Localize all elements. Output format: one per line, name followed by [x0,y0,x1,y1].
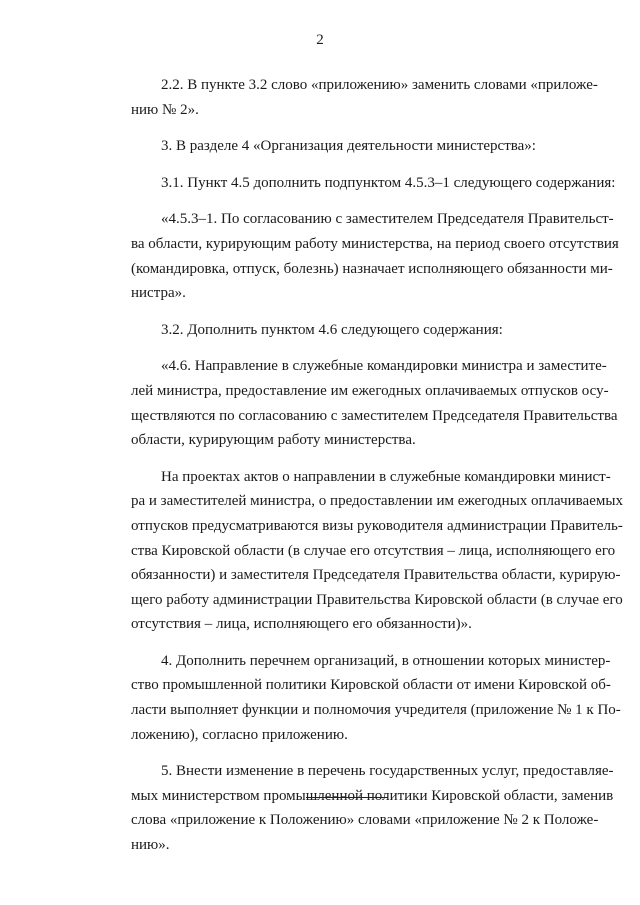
text-line: 4. Дополнить перечнем организаций, в отношении которых министер- [161,652,611,669]
text-line: отпусков предусматриваются визы руководителя администрации Правитель- [131,517,623,534]
paragraph-4-6 [131,354,618,452]
text-line: слова «приложение к Положению» словами «приложение № 2 к Положе- [131,812,599,829]
text-line: нию № 2». [131,101,199,118]
text-line: ва области, курирующим работу министерства, на период своего отсутствия [131,235,619,252]
text-line: ра и заместителей министра, о предоставлении им ежегодных оплачиваемых [131,493,623,510]
text-line: «4.6. Направление в служебные командировки министра и заместите- [161,358,607,375]
paragraph-3-1 [131,171,616,196]
text-line: ложению), согласно приложению. [131,726,348,743]
text-line: ства Кировской области (в случае его отсутствия – лица, исполняющего его [131,542,616,559]
text-line: «4.5.3–1. По согласованию с заместителем Председателя Правительст- [161,211,614,228]
paragraph-section-5 [131,759,614,857]
text-line: 2.2. В пункте 3.2 слово «приложению» заменить словами «приложе- [161,77,598,93]
text-line: отсутствия – лица, исполняющего его обязанности)». [131,616,472,633]
paragraph-visas [131,465,623,637]
text-line: На проектах актов о направлении в служебные командировки минист- [161,468,611,485]
paragraph-section-4 [131,649,621,747]
document-body [131,73,623,858]
text-line: нию». [131,837,170,854]
text-line: 5. Внести изменение в перечень государственных услуг, предоставляе- [161,763,614,780]
text-line: ществляются по согласованию с заместителем Председателя Правительства [131,407,618,424]
text-line: щего работу администрации Правительства Кировской области (в случае его [131,591,623,608]
text-line: ласти выполняет функции и полномочия учредителя (приложение № 1 к По- [131,702,621,719]
paragraph-section-3 [131,134,585,159]
text-line: (командировка, отпуск, болезнь) назначает исполняющего обязанности ми- [131,260,613,277]
paragraph-2-2 [131,73,598,122]
text-line: ство промышленной политики Кировской области от имени Кировской об- [131,677,611,694]
text-line: 3.2. Дополнить пунктом 4.6 следующего содержания: [161,321,503,338]
end-divider-line [306,797,388,798]
paragraph-4-5-3-1 [131,207,619,305]
text-line: области, курирующим работу министерства. [131,432,416,449]
paragraph-3-2 [131,318,585,343]
text-line: лей министра, предоставление им ежегодных оплачиваемых отпусков осу- [131,382,609,399]
text-line: 3. В разделе 4 «Организация деятельности министерства»: [161,138,536,155]
page-number: 2 [316,32,324,48]
text-line: мых министерством промышленной политики Кировской области, заменив [131,787,614,804]
text-line: обязанности) и заместителя Председателя Правительства области, курирую- [131,567,621,584]
text-line: 3.1. Пункт 4.5 дополнить подпунктом 4.5.3–1 следующего содержания: [161,174,616,191]
text-line: нистра». [131,285,186,302]
